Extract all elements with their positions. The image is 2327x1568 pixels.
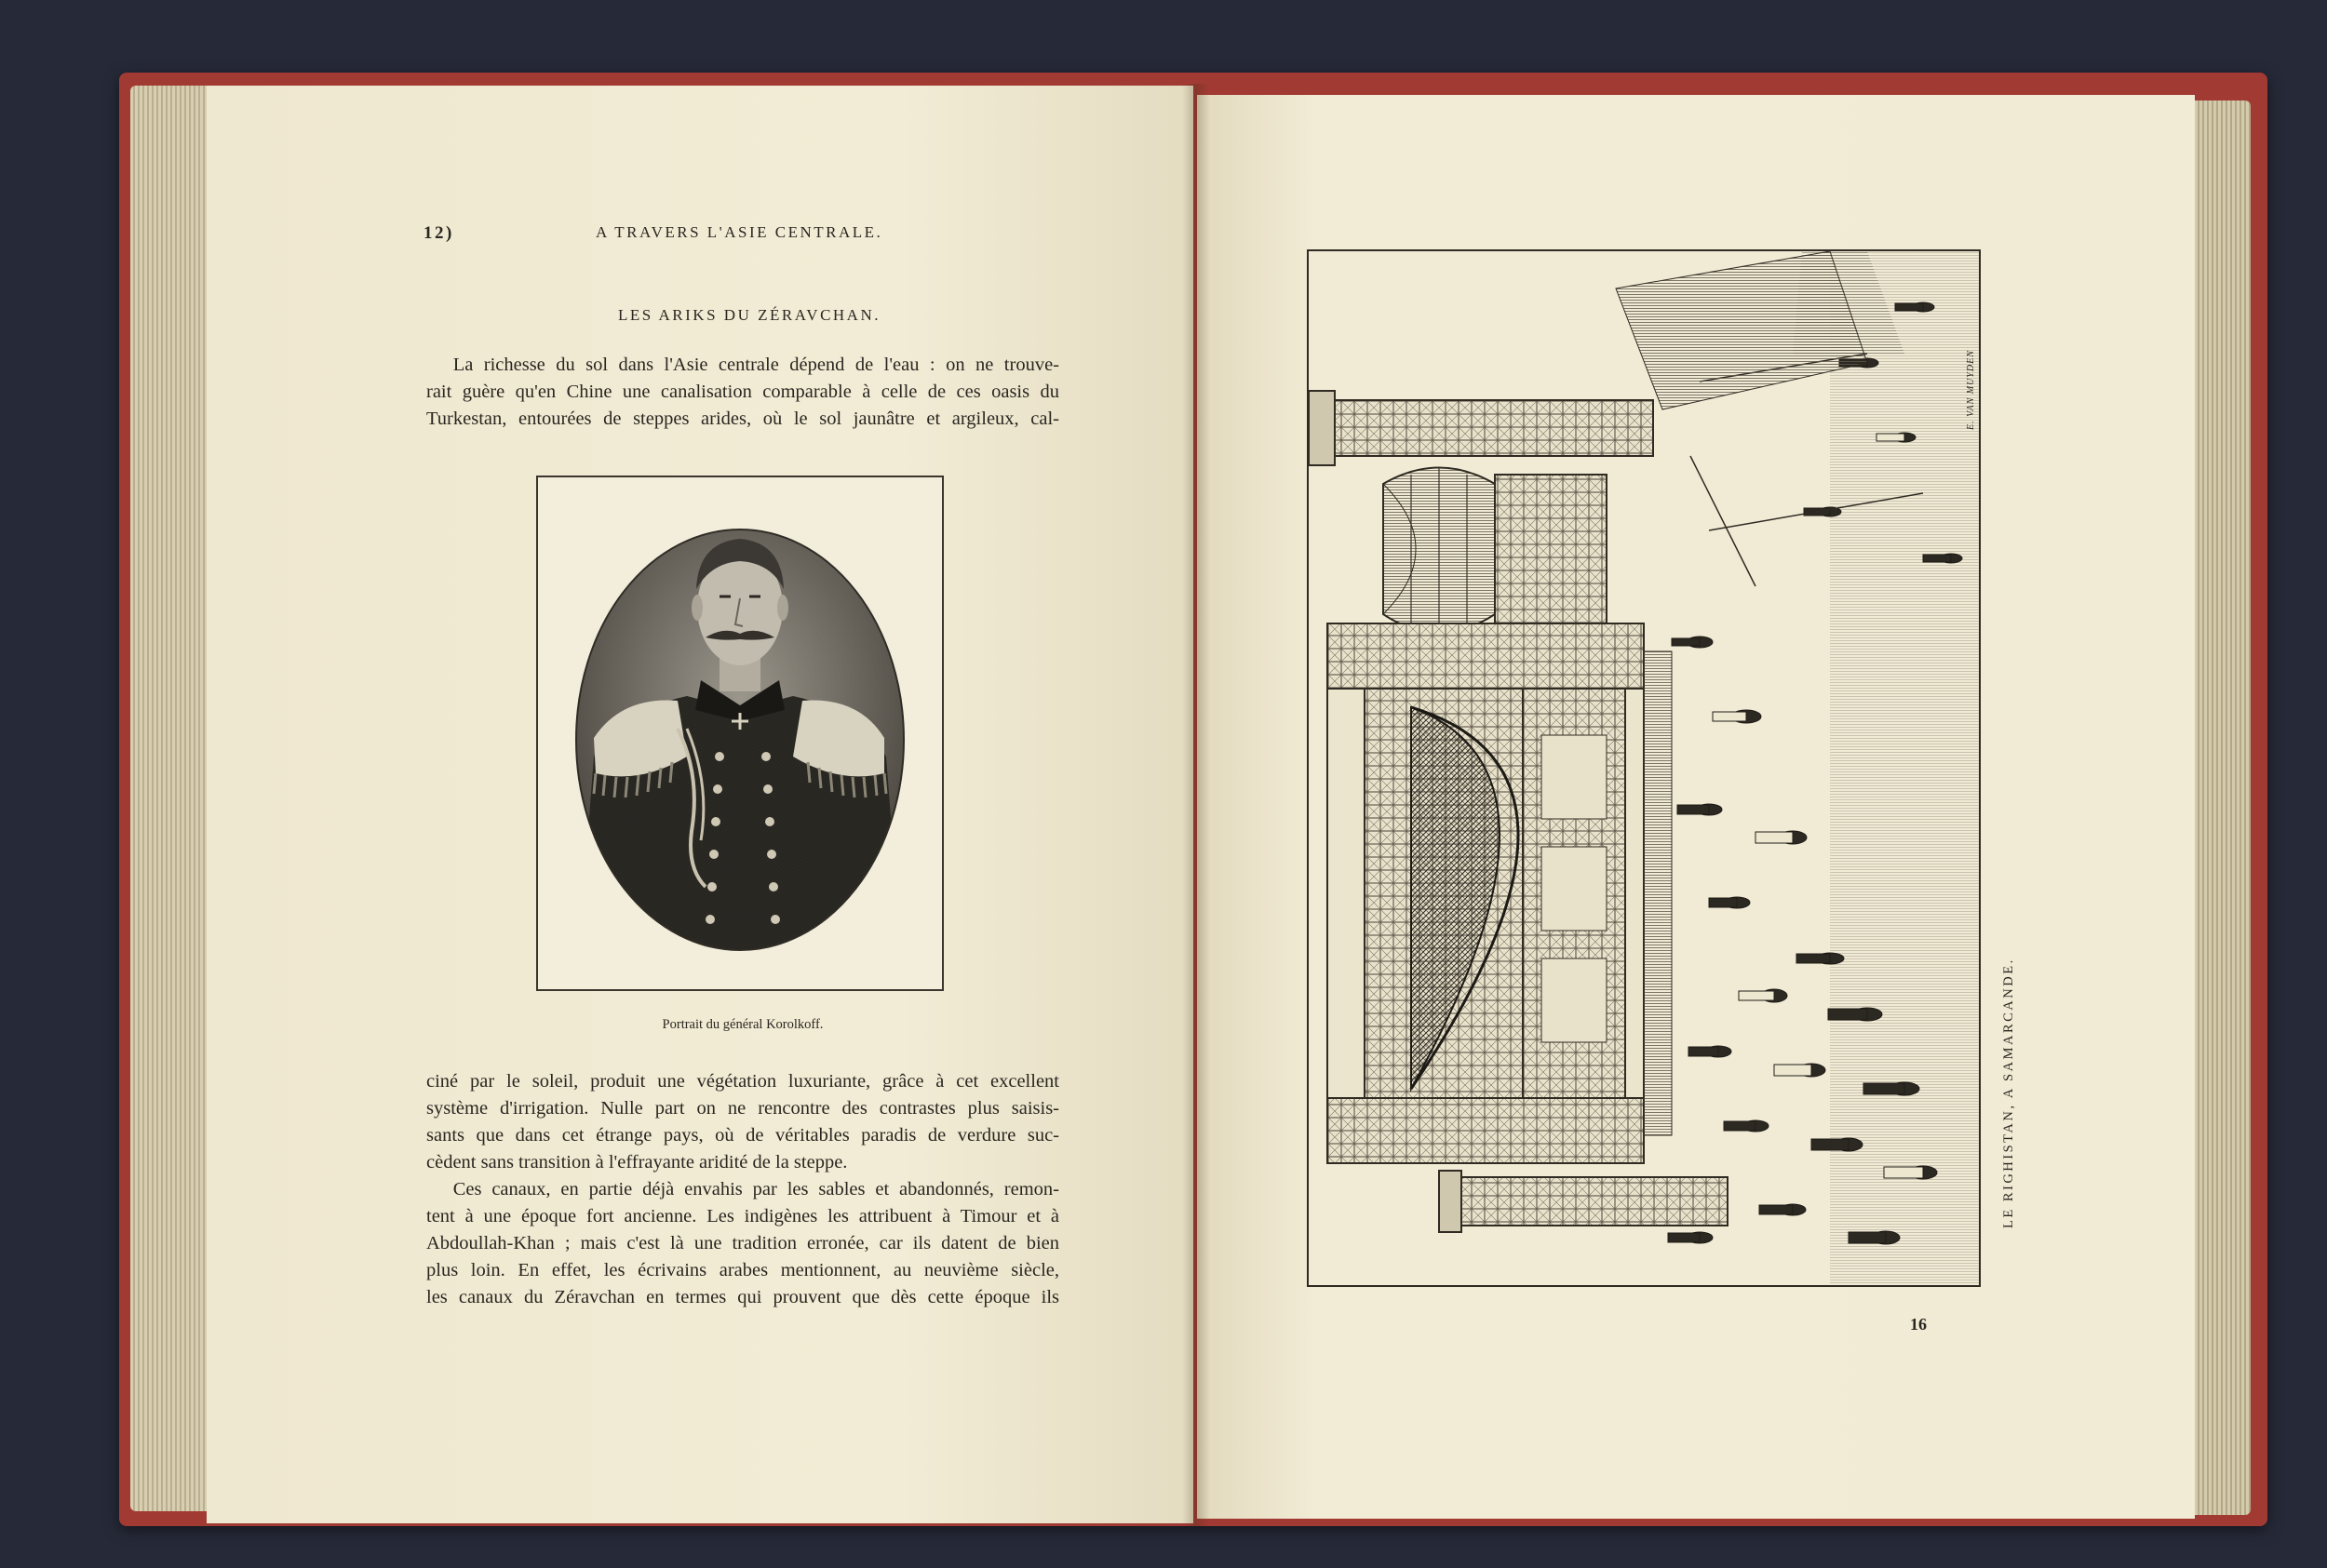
running-title: A TRAVERS L'ASIE CENTRALE.: [596, 223, 883, 241]
text-line: rait guère qu'en Chine une canalisation comparable à celle de ces oasis du: [426, 382, 1059, 402]
artist-signature: E. VAN MUYDEN: [1966, 350, 1976, 430]
portrait-caption: Portrait du général Korolkoff.: [662, 1017, 824, 1032]
text-line: cèdent sans transition à l'effrayante aridité de la steppe.: [426, 1152, 848, 1173]
lower-minaret: [1439, 1171, 1728, 1232]
page-edges-left: [130, 86, 218, 1511]
text-line: La richesse du sol dans l'Asie centrale dépend de l'eau : on ne trouve-: [452, 355, 1059, 375]
paragraph-2: [426, 1068, 1059, 1176]
text-line: ciné par le soleil, produit une végétation luxuriante, grâce à cet excellent: [426, 1071, 1059, 1092]
dome: [1383, 467, 1607, 633]
text-line: les canaux du Zéravchan en termes qui prouvent que dès cette époque ils: [426, 1287, 1059, 1307]
paragraph-1: [426, 352, 1059, 433]
portrait-engraving: [538, 477, 942, 989]
upper-minaret: [1309, 391, 1653, 465]
portrait-frame: [536, 476, 944, 991]
text-line: Ces canaux, en partie déjà envahis par les sables et abandonnés, remon-: [452, 1179, 1059, 1199]
text-line: Turkestan, entourées de steppes arides, où le sol jaunâtre et argileux, cal-: [426, 409, 1059, 429]
plate-number: 16: [1910, 1315, 1927, 1333]
text-line: tent à une époque fort ancienne. Les indigènes les attribuent à Timour et à: [426, 1206, 1059, 1226]
page-number: 12): [424, 223, 454, 243]
paragraph-3: [426, 1176, 1059, 1311]
righistan-engraving: [1309, 251, 1979, 1285]
text-line: système d'irrigation. Nulle part on ne rencontre des contrastes plus saisis-: [426, 1098, 1059, 1119]
text-line: Abdoullah-Khan ; mais c'est là une tradition erronée, car ils datent de bien: [426, 1233, 1059, 1253]
gutter-shadow: [1182, 84, 1210, 1526]
text-line: sants que dans cet étrange pays, où de véritables paradis de verdure suc-: [426, 1125, 1059, 1146]
madrasa-facade: [1327, 623, 1672, 1163]
section-title: LES ARIKS DU ZÉRAVCHAN.: [618, 306, 881, 324]
text-line: plus loin. En effet, les écrivains arabes mentionnent, au neuvième siècle,: [426, 1260, 1059, 1280]
plate-caption: LE RIGHISTAN, A SAMARCANDE.: [2001, 958, 2016, 1228]
plate-frame: [1307, 249, 1981, 1287]
